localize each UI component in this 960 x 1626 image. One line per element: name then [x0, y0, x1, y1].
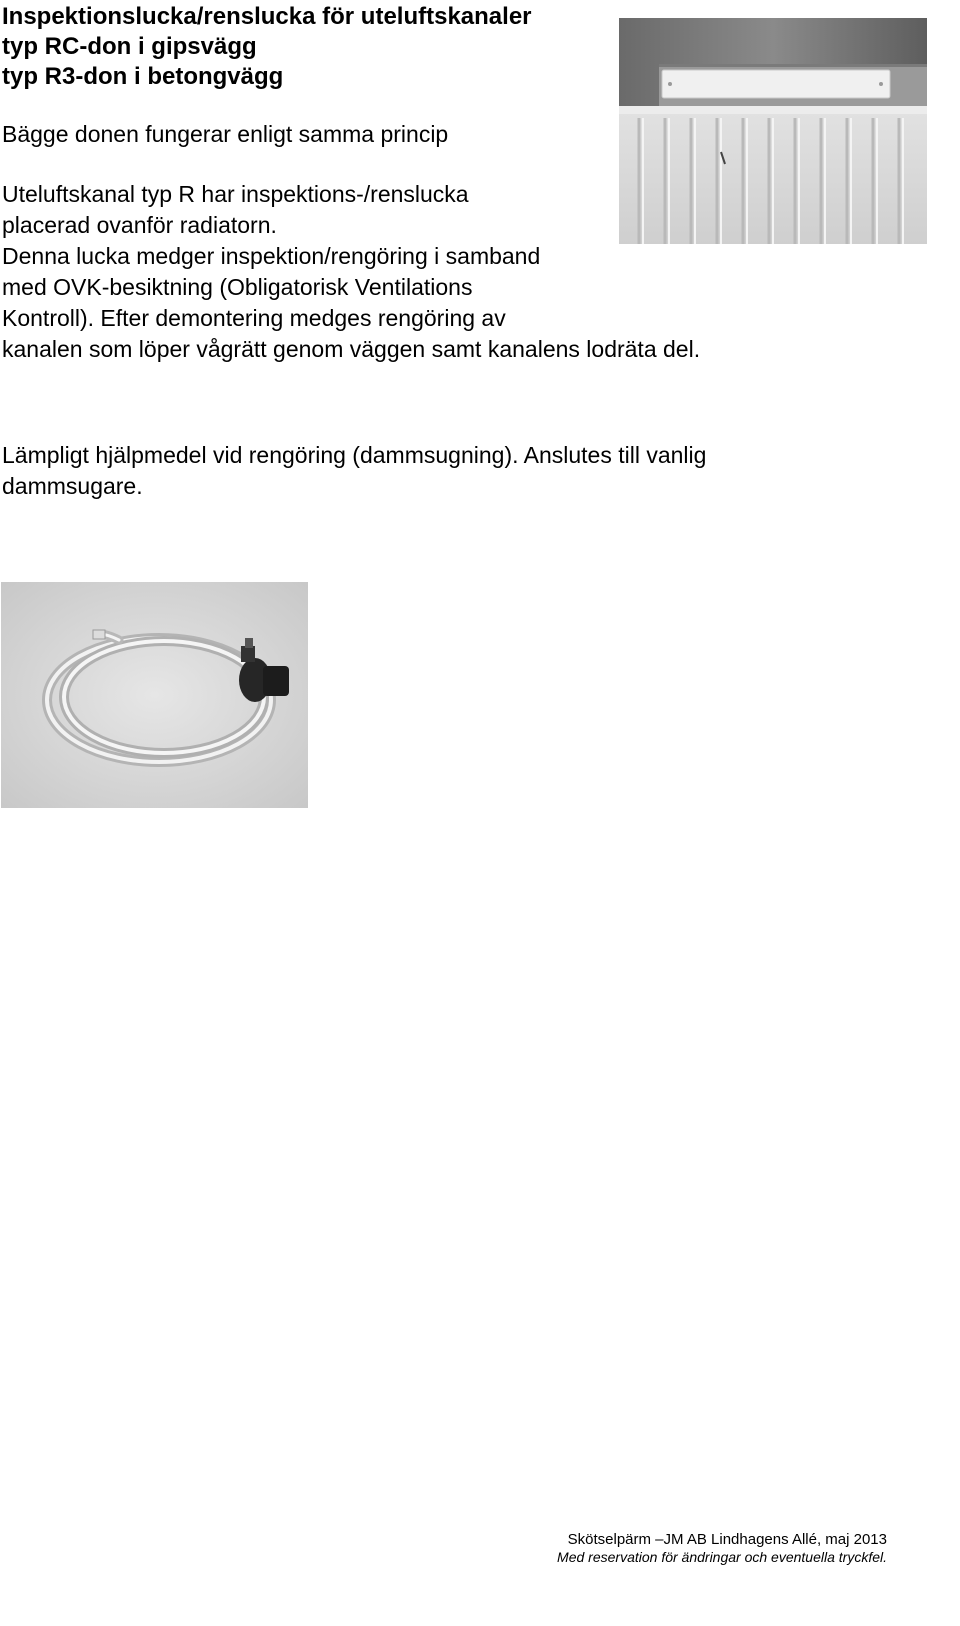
body-line-2: placerad ovanför radiatorn.	[2, 212, 277, 238]
tool-paragraph	[2, 440, 706, 502]
heading-line-3: typ R3-don i betongvägg	[2, 63, 284, 90]
body-line-1: Uteluftskanal typ R har inspektions-/renslucka	[2, 181, 469, 207]
footer-line-2: Med reservation för ändringar och eventuella tryckfel.	[557, 1549, 887, 1565]
hose-photo	[1, 582, 308, 808]
tool-line-2: dammsugare.	[2, 473, 143, 499]
radiator-photo	[619, 18, 927, 244]
body-line-6: kanalen som löper vågrätt genom väggen samt kanalens lodräta del.	[2, 336, 701, 362]
body-line-3: Denna lucka medger inspektion/rengöring i samband	[2, 243, 541, 269]
body-paragraph	[2, 179, 700, 365]
page-heading	[2, 2, 532, 92]
radiator-image	[619, 18, 927, 244]
body-line-5: Kontroll). Efter demontering medges rengöring av	[2, 305, 506, 331]
heading-line-2: typ RC-don i gipsvägg	[2, 33, 257, 60]
footer-line-1: Skötselpärm –JM AB Lindhagens Allé, maj 2013	[567, 1531, 887, 1548]
heading-line-1: Inspektionslucka/renslucka för uteluftskanaler	[2, 3, 532, 30]
tool-line-1: Lämpligt hjälpmedel vid rengöring (dammsugning). Anslutes till vanlig	[2, 442, 707, 468]
body-line-4: med OVK-besiktning (Obligatorisk Ventilations	[2, 274, 473, 300]
hose-image	[1, 582, 308, 808]
intro-text: Bägge donen fungerar enligt samma princip	[2, 121, 449, 147]
